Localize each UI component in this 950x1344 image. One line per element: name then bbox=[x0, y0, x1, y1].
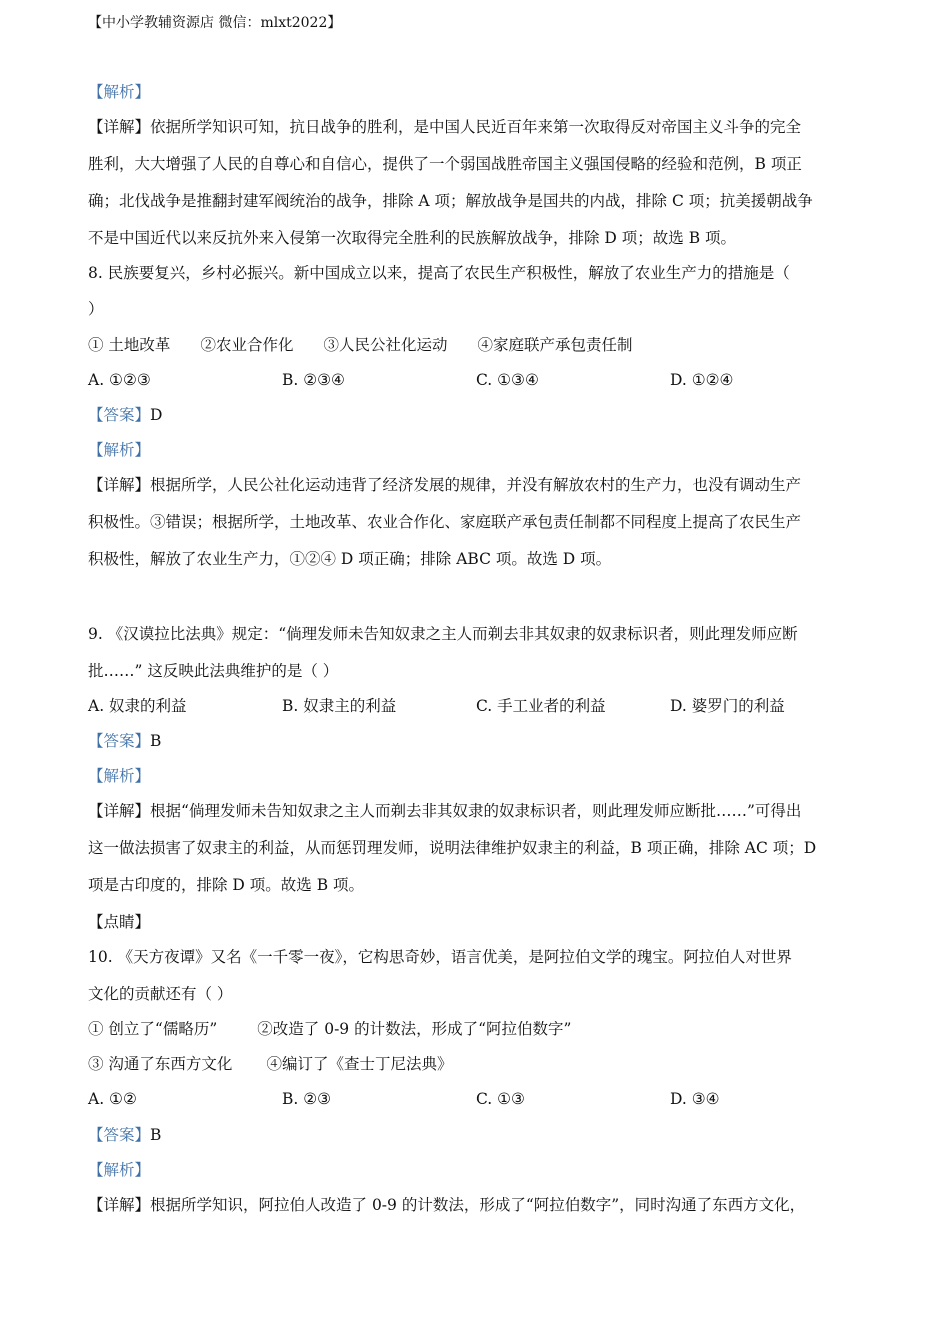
q10-item: ① 创立了“儒略历” bbox=[88, 1020, 218, 1038]
q8-detail-line: 积极性，解放了农业生产力，①②④ D 项正确；排除 ABC 项。故选 D 项。 bbox=[88, 550, 612, 568]
answer-value: B bbox=[150, 732, 162, 750]
q8-item: ① 土地改革 bbox=[88, 336, 171, 354]
detail-tag: 【详解】 bbox=[88, 1196, 151, 1214]
answer-label: 【答案】 bbox=[88, 406, 151, 424]
q8-item: ②农业合作化 bbox=[200, 336, 294, 354]
q10-option-d: D. ③④ bbox=[670, 1090, 720, 1108]
q10-option-b: B. ②③ bbox=[282, 1090, 332, 1108]
q10-item: ②改造了 0-9 的计数法，形成了“阿拉伯数字” bbox=[257, 1020, 572, 1038]
q8-stem-line: ） bbox=[88, 300, 104, 318]
q9-answer bbox=[88, 730, 161, 752]
q8-item: ④家庭联产承包责任制 bbox=[477, 336, 633, 354]
q10-option-c: C. ①③ bbox=[476, 1090, 525, 1108]
q7-detail-line: 胜利，大大增强了人民的自尊心和自信心，提供了一个弱国战胜帝国主义强国侵略的经验和范例，B 项正 bbox=[88, 155, 802, 173]
q8-option-b: B. ②③④ bbox=[282, 371, 345, 389]
analysis-label: 【解析】 bbox=[88, 83, 151, 101]
pointer-label: 【点睛】 bbox=[88, 913, 151, 931]
q10-items-row bbox=[88, 1053, 452, 1075]
analysis-label: 【解析】 bbox=[88, 441, 151, 459]
q8-items bbox=[88, 334, 632, 356]
detail-tag: 【详解】 bbox=[88, 118, 151, 136]
q10-items-row bbox=[88, 1018, 571, 1040]
answer-value: B bbox=[150, 1126, 162, 1144]
answer-label: 【答案】 bbox=[88, 1126, 151, 1144]
q9-stem-line: 批……” 这反映此法典维护的是（ ） bbox=[88, 662, 339, 680]
q10-detail-line: 【详解】根据所学知识，阿拉伯人改造了 0-9 的计数法，形成了“阿拉伯数字”，同时沟通了东西方文化， bbox=[88, 1196, 806, 1214]
q10-item: ③ 沟通了东西方文化 bbox=[88, 1055, 233, 1073]
q10-answer bbox=[88, 1124, 161, 1146]
q10-stem-line: 文化的贡献还有（ ） bbox=[88, 985, 233, 1003]
q9-detail-line: 这一做法损害了奴隶主的利益，从而惩罚理发师，说明法律维护奴隶主的利益，B 项正确，排除 AC 项；D bbox=[88, 839, 817, 857]
q8-option-a: A. ①②③ bbox=[88, 371, 151, 389]
answer-label: 【答案】 bbox=[88, 732, 151, 750]
q7-detail-line: 不是中国近代以来反抗外来入侵第一次取得完全胜利的民族解放战争，排除 D 项；故选 B 项。 bbox=[88, 229, 737, 247]
q8-option-c: C. ①③④ bbox=[476, 371, 539, 389]
q8-detail-line: 【详解】根据所学，人民公社化运动违背了经济发展的规律，并没有解放农村的生产力，也没有调动生产 bbox=[88, 476, 802, 494]
q9-option-b: B. 奴隶主的利益 bbox=[282, 697, 397, 715]
q9-detail-line: 【详解】根据“倘理发师未告知奴隶之主人而剃去非其奴隶的奴隶标识者，则此理发师应断批……”可得出 bbox=[88, 802, 802, 820]
q9-option-d: D. 婆罗门的利益 bbox=[670, 697, 785, 715]
analysis-label: 【解析】 bbox=[88, 1161, 151, 1179]
analysis-label: 【解析】 bbox=[88, 767, 151, 785]
q9-stem-line: 9. 《汉谟拉比法典》规定：“倘理发师未告知奴隶之主人而剃去非其奴隶的奴隶标识者，则此理发师应断 bbox=[88, 625, 798, 643]
detail-tag: 【详解】 bbox=[88, 476, 151, 494]
q9-option-a: A. 奴隶的利益 bbox=[88, 697, 187, 715]
q8-option-d: D. ①②④ bbox=[670, 371, 734, 389]
q10-option-a: A. ①② bbox=[88, 1090, 137, 1108]
detail-tag: 【详解】 bbox=[88, 802, 151, 820]
q10-stem-line: 10. 《天方夜谭》又名《一千零一夜》，它构思奇妙，语言优美，是阿拉伯文学的瑰宝。阿拉伯人对世界 bbox=[88, 948, 792, 966]
q8-stem-line: 8. 民族要复兴，乡村必振兴。新中国成立以来，提高了农民生产积极性，解放了农业生产力的措施是（ bbox=[88, 264, 790, 282]
header-watermark-text: 【中小学教辅资源店 微信：mlxt2022】 bbox=[88, 15, 342, 31]
q8-detail-line: 积极性。③错误；根据所学，土地改革、农业合作化、家庭联产承包责任制都不同程度上提高了农民生产 bbox=[88, 513, 802, 531]
answer-value: D bbox=[150, 406, 163, 424]
q9-option-c: C. 手工业者的利益 bbox=[476, 697, 606, 715]
q7-detail-line: 【详解】依据所学知识可知，抗日战争的胜利，是中国人民近百年来第一次取得反对帝国主义斗争的完全 bbox=[88, 118, 802, 136]
q8-answer bbox=[88, 404, 162, 426]
q9-detail-line: 项是古印度的，排除 D 项。故选 B 项。 bbox=[88, 876, 365, 894]
q7-detail-line: 确；北伐战争是推翻封建军阀统治的战争，排除 A 项；解放战争是国共的内战，排除 C 项；抗美援朝战争 bbox=[88, 192, 813, 210]
q10-item: ④编订了《查士丁尼法典》 bbox=[266, 1055, 453, 1073]
q8-item: ③人民公社化运动 bbox=[323, 336, 448, 354]
